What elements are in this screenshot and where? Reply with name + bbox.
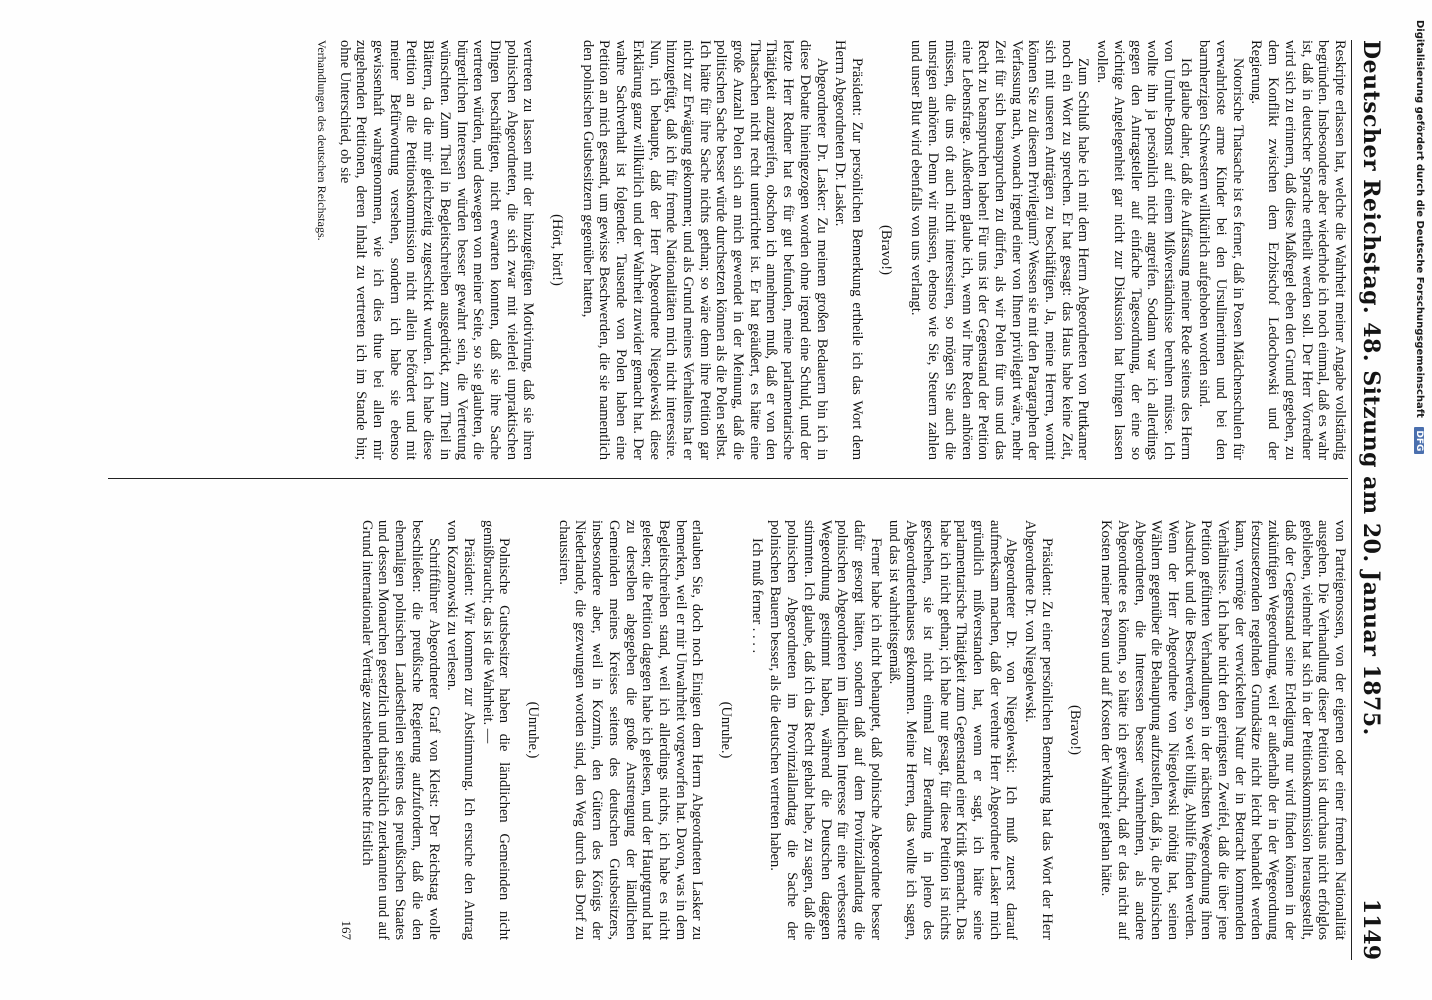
paragraph: Polnische Gutsbesitzer haben die ländlichen Gemeinden nicht gemißbraucht; das ist die Wahrheit. —: [479, 520, 513, 940]
reaction: (Unruhe.): [718, 701, 735, 759]
paragraph: Abgeordneter Dr. Lasker: Zu meinem großen Bedauern bin ich in diese Debatte hineingezogen worden ohne irgend eine Schuld, und der letzte Herr Redner hat es für gut befunden, meine parlamentarische Thätigkeit anzugreifen, obschon ich annehmen muß, daß er von den Thatsachen nicht recht unterrichtet ist. Er hat geäußert, es hätte eine große Anzahl Polen sich an mich gewendet in der Meinung, daß die politischen Sache besser würde durchsetzen können als die Polen selbst. Ich hätte für ihre Sache nichts gethan; so wäre denn ihre Petition gar nicht zur Erwägung gekommen; und als Grund meines Verhaltens hat er hinzugefügt, daß ich für fremde Nationalitäten mich nicht interessire. Nun, ich behaupte, daß der Herr Abgeordnete Niegolewski diese Erklärung ganz willkürlich und der Wahrheit zuwider gemacht hat. Der wahre Sachverhalt ist folgender. Tausende von Polen haben eine Petition an mich gesandt, um gewisse Beschwerden, die sie namentlich den polnischen Gutsbesitzern gegenüber hatten,: [579, 40, 830, 460]
page-title: Deutscher Reichstag. 48. Sitzung am 20. Januar 1875.: [1358, 40, 1384, 736]
footer-note: Verhandlungen des deutschen Reichstags.: [314, 40, 329, 241]
reaction: (Unruhe.): [525, 701, 542, 759]
paragraph: Schriftführer Abgeordneter Graf von Kleist: Der Reichstag wolle beschließen: die preußische Regierung aufzufordern, daß die den ehemaligen polnischen Landestheilen seitens des preußischen Staates und dessen Monarchen gesetzlich und thatsächlich zuerkannten und auf Grund internationaler Verträge zustehenden Rechte fristlich: [358, 520, 442, 940]
dfg-logo: DFG: [1414, 427, 1424, 454]
page-number: 1149: [1358, 898, 1384, 960]
paragraph: Präsident: Wir kommen zur Abstimmung. Ich ersuche den Antrag von Kozanowski zu verlesen.: [444, 520, 477, 940]
sheet-number: 167: [339, 920, 355, 940]
paragraph: Ferner habe ich nicht behauptet, daß polnische Abgeordnete besser dafür gesorgt hätten, sondern daß auf dem Provinziallandtag die polnischen Abgeordneten im ländlichen Interesse für eine verbesserte Wegeordnung gestimmt haben, während die Deutschen dagegen stimmten. Ich glaube, daß ich das Recht gehabt habe, zu sagen, daß die polnischen Abgeordneten im Provinziallandtag die Sache der polnischen Bauern besser, als die deutschen vertreten haben.: [767, 520, 884, 940]
paragraph: Zum Schluß habe ich mit dem Herrn Abgeordneten von Puttkamer noch ein Wort zu sprechen. Er hat gesagt: das Haus habe keine Zeit, sich mit unseren Anträgen zu beschäftigen. Ja, meine Herren, womit können Sie zu diesem Privilegium? Wessen sie mit den Paragraphen der Verfassung nach, wonach irgend einer von Ihnen privilegirt wäre, mehr Zeit für sich beanspruchen zu dürfen, als wir Polen für uns und das Recht zu beanspruchen haben! Für uns ist der Gegenstand der Petition eine Lebensfrage. Außerdem glaube ich, wenn wir Ihre Reden anhören müssen, die uns oft auch nicht interessiren, so mögen Sie auch die unsrigen anhören. Denn wir müssen, ebenso wie Sie, Steuern zahlen und unser Blut wird ebenfalls von uns verlangt.: [908, 40, 1092, 460]
paragraph: Reskripte erlassen hat, welche die Wahrheit meiner Angabe vollständig begründen. Insbesondere aber wiederhole ich noch einmal, daß es wahr ist, daß in deutscher Sprache ertheilt werden soll. Der Herr Vorredner wird sich zu erinnern, daß diese Maßregel eben den Grund gegeben, zu dem Konflikt zwischen dem Erzbischof Ledochowski und der Regierung.: [1248, 40, 1348, 460]
column-divider: [108, 478, 1348, 479]
paragraph: Notorische Thatsache ist es ferner, daß in Posen Mädchenschulen für verwahrloste arme Kinder bei den Ursulinerinnen und bei den barmherzigen Schwestern willkürlich aufgehoben worden sind.: [1196, 40, 1246, 460]
credit-text: Digitalisierung gefördert durch die Deutsche Forschungsgemeinschaft: [1414, 20, 1425, 418]
right-column: [108, 520, 1348, 940]
reaction: (Hört, hört!): [549, 214, 566, 286]
reaction: (Bravo!): [1067, 705, 1084, 755]
left-column: [108, 40, 1348, 460]
paragraph: Präsident: Zur persönlichen Bemerkung ertheile ich das Wort dem Herrn Abgeordneten Dr. Lasker.: [832, 40, 866, 460]
digitization-credit: [1411, 20, 1425, 980]
paragraph: Präsident: Zu einer persönlichen Bemerkung hat das Wort der Herr Abgeordnete Dr. von Niegolewski.: [1022, 520, 1055, 940]
reaction: (Bravo!): [877, 225, 894, 275]
page-header: [1351, 40, 1398, 960]
paragraph: von Parteigenossen, von der eigenen oder einer fremden Nationalität ausgehen. Die Verhandlung dieser Petition ist durchaus nicht erfolglos geblieben, vielmehr hat sich in der Petitionskommission herausgestellt, daß der Gegenstand seine Erledigung nur wird finden können in der zukünftigen Wegeordnung, weil er außerhalb der in der Wegeordnung festzusetzenden regelnden Grundsätze nicht leicht behandelt werden kann, vermöge der verwickelten Natur der in Betracht kommenden Verhältnisse. Ich habe nicht den geringsten Zweifel, daß die über jene Petition geführten Verhandlungen in der nächsten Wegeordnung ihren Ausdruck und die Beschwerden, so weit billig, Abhilfe finden werden. Wenn der Herr Abgeordnete von Niegolewski nöthig hat, seinen Wählern gegenüber die Behauptung aufzustellen, daß ja, die polnischen Abgeordneten, die Interessen besser wahrnehmen, als andere Abgeordnete es können, so hätte ich gewünscht, daß er das nicht auf Kosten meiner Person und auf Kosten der Wahrheit gethan hätte.: [1098, 520, 1348, 940]
paragraph: Ich glaube daher, daß die Auffassung meiner Rede seitens des Herrn von Unruhe-Bomst auf einem Mißverständnisse beruhen müsse. Ich wollte ihn ja persönlich nicht angreifen. Sodann war ich allerdings gegen den Antragsteller auf einfache Tagesordnung, der eine so wichtige Angelegenheit gar nicht zur Diskussion hat bringen lassen wollen.: [1094, 40, 1194, 460]
paragraph: vertreten zu lassen mit der hinzugefügten Motivirung, daß sie ihren polnischen Abgeordneten, die sich zwar mit vielerlei unpraktischen Dingen beschäftigten, nicht erwarten konnten, daß sie ihre Sache vertreten würden, und deswegen von meiner Seite, so sie glaubten, die bürgerlichen Interessen würden besser gewahrt sein, die Vertretung wünschten. Zum Theil in Begleitschreiben ausgedrückt, zum Theil in Blättern, da die mir gleichzeitig zugeschickt wurden. Ich habe diese Petition an die Petitionskommission nicht allein befördert und mit meiner Befürwortung versehen, sondern ich habe sie ebenso gewissenhaft wahrgenommen, wie ich dies thue bei allen mir zugehenden Petitionen, deren Inhalt zu vertreten ich im Stande bin; ohne Unterschied, ob sie: [336, 40, 537, 460]
paragraph: Abgeordneter Dr. von Niegolewski: Ich muß zuerst darauf aufmerksam machen, daß der verehrte Herr Abgeordnete Lasker mich gründlich mißverstanden hat, wenn er sagt, ich hätte seine parlamentarische Thätigkeit zum Gegenstand einer Kritik gemacht. Das habe ich nicht gethan; ich habe nur gesagt, für diese Petition ist nichts geschehen, sie ist nicht einmal zur Berathung in pleno des Abgeordnetenhauses gekommen. Meine Herren, das wollte ich sagen, und das ist wahrheitsgemäß.: [886, 520, 1020, 940]
paragraph: Ich muß ferner . . . .: [748, 538, 765, 654]
paragraph: erlauben Sie, doch noch Einigen dem Herrn Abgeordneten Lasker zu bemerken, weil er mir Unwahrheit vorgeworfen hat. Davon, was in dem Begleitschreiben stand, weil ich allerdings nichts, ich habe es nicht gelesen; die Petition dagegen habe ich gelesen, und der Hauptgrund hat zu derselben abgegeben die große Anstrengung der ländlichen Gemeinden meines Kreises seitens des deutschen Gutsbesitzers, insbesondere aber, weil in Kozmin, den Gütern des Königs der Niederlande, die gezwungen worden sind, den Weg durch das Dorf zu chaussiren.: [555, 520, 706, 940]
